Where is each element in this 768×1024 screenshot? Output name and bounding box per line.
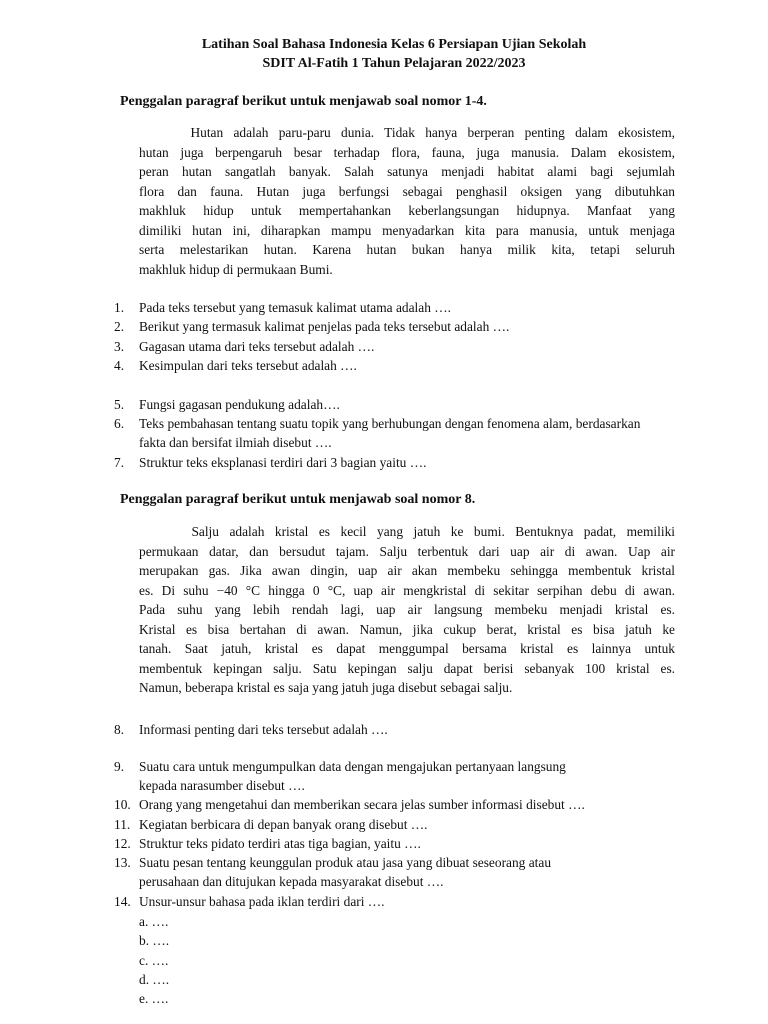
question-text: Informasi penting dari teks tersebut adalah …. bbox=[139, 722, 388, 737]
paragraph-line: permukaan datar, dan bersudut tajam. Salju terbentuk dari uap air di awan. Uap air bbox=[139, 543, 675, 559]
question-13 bbox=[114, 853, 551, 891]
paragraph-line: dimiliki hutan ini, diharapkan mampu menyadarkan kita para manusia, untuk menjaga bbox=[139, 222, 675, 238]
question-7 bbox=[114, 453, 426, 472]
paragraph-line: Kristal es bisa bertahan di awan. Namun, jika cukup berat, kristal es bisa jatuh ke bbox=[139, 621, 675, 637]
question-number: 9. bbox=[114, 759, 125, 774]
question-number: 8. bbox=[114, 722, 125, 737]
question-text: Unsur-unsur bahasa pada iklan terdiri dari …. bbox=[139, 894, 385, 909]
question-5 bbox=[114, 395, 340, 414]
question-text: Suatu cara untuk mengumpulkan data dengan mengajukan pertanyaan langsung bbox=[139, 759, 566, 774]
question-number: 5. bbox=[114, 397, 125, 412]
question-number: 6. bbox=[114, 416, 125, 431]
question-number: 12. bbox=[114, 836, 131, 851]
question-text: Pada teks tersebut yang temasuk kalimat utama adalah …. bbox=[139, 300, 451, 315]
paragraph-line: es. Di suhu −40 °C hingga 0 °C, uap air mengkristal di sekitar serpihan debu di awan. bbox=[139, 582, 675, 598]
answer-option-c: c. …. bbox=[139, 953, 169, 968]
question-text-continued: perusahaan dan ditujukan kepada masyarakat disebut …. bbox=[139, 874, 444, 889]
question-number: 13. bbox=[114, 855, 131, 870]
paragraph-line: hutan juga berpengaruh besar terhadap flora, fauna, juga manusia. Dalam ekosistem, bbox=[139, 144, 675, 160]
question-text-continued: fakta dan bersifat ilmiah disebut …. bbox=[139, 435, 332, 450]
answer-option-a: a. …. bbox=[139, 914, 169, 929]
snow-paragraph bbox=[139, 522, 675, 698]
question-number: 3. bbox=[114, 339, 125, 354]
section-2-heading: Penggalan paragraf berikut untuk menjawab soal nomor 8. bbox=[120, 492, 476, 507]
answer-option-e: e. …. bbox=[139, 991, 169, 1006]
question-number: 10. bbox=[114, 797, 131, 812]
question-8 bbox=[114, 720, 388, 739]
question-text: Kegiatan berbicara di depan banyak orang disebut …. bbox=[139, 817, 428, 832]
question-6 bbox=[114, 414, 640, 452]
question-number: 14. bbox=[114, 894, 131, 909]
question-text: Kesimpulan dari teks tersebut adalah …. bbox=[139, 358, 357, 373]
question-text: Gagasan utama dari teks tersebut adalah …. bbox=[139, 339, 375, 354]
paragraph-line: tanah. Saat jatuh, kristal es dapat menggumpal bersama kristal es lainnya untuk bbox=[139, 641, 675, 656]
question-11 bbox=[114, 815, 428, 834]
question-text: Teks pembahasan tentang suatu topik yang berhubungan dengan fenomena alam, berdasarkan bbox=[139, 416, 641, 431]
paragraph-line: makhluk hidup untuk mempertahankan keberlangsungan hidupnya. Manfaat yang bbox=[139, 203, 675, 218]
question-4 bbox=[114, 356, 357, 375]
answer-option-d: d. …. bbox=[139, 972, 170, 987]
paragraph-line: merupakan gas. Jika awan dingin, uap air akan membeku sehingga membentuk kristal bbox=[139, 563, 675, 578]
paragraph-line: Hutan adalah paru-paru dunia. Tidak hanya berperan penting dalam ekosistem, bbox=[139, 125, 675, 140]
question-text: Berikut yang termasuk kalimat penjelas pada teks tersebut adalah …. bbox=[139, 319, 510, 334]
question-text: Struktur teks eksplanasi terdiri dari 3 bagian yaitu …. bbox=[139, 455, 427, 470]
question-10 bbox=[114, 795, 585, 814]
question-number: 7. bbox=[114, 455, 125, 470]
answer-option-b: b. …. bbox=[139, 933, 170, 948]
question-number: 11. bbox=[114, 817, 131, 832]
paragraph-line: flora dan fauna. Hutan juga berfungsi sebagai penghasil oksigen yang dibutuhkan bbox=[139, 183, 675, 199]
document-title-line-2: SDIT Al-Fatih 1 Tahun Pelajaran 2022/2023 bbox=[262, 56, 526, 71]
question-12 bbox=[114, 834, 421, 853]
question-text: Fungsi gagasan pendukung adalah…. bbox=[139, 397, 340, 412]
document-title-line-1: Latihan Soal Bahasa Indonesia Kelas 6 Persiapan Ujian Sekolah bbox=[201, 37, 587, 52]
question-2 bbox=[114, 317, 509, 336]
paragraph-line: Salju adalah kristal es kecil yang jatuh ke bumi. Bentuknya padat, memiliki bbox=[139, 524, 675, 539]
paragraph-line: peran hutan sangatlah banyak. Salah satunya menjadi habitat alami bagi sejumlah bbox=[139, 164, 675, 179]
question-1 bbox=[114, 298, 451, 317]
question-text-continued: kepada narasumber disebut …. bbox=[139, 778, 305, 793]
question-text: Struktur teks pidato terdiri atas tiga bagian, yaitu …. bbox=[139, 836, 421, 851]
question-number: 4. bbox=[114, 358, 125, 373]
paragraph-line: Pada suhu yang lebih rendah lagi, uap air langsung membeku menjadi kristal es. bbox=[139, 602, 675, 617]
paragraph-line: Namun, beberapa kristal es saja yang jatuh juga disebut sebagai salju. bbox=[139, 680, 513, 695]
question-14 bbox=[114, 892, 385, 911]
question-3 bbox=[114, 337, 374, 356]
section-1-heading: Penggalan paragraf berikut untuk menjawab soal nomor 1-4. bbox=[120, 94, 487, 109]
question-text: Orang yang mengetahui dan memberikan secara jelas sumber informasi disebut …. bbox=[139, 797, 585, 812]
paragraph-line: makhluk hidup di permukaan Bumi. bbox=[139, 261, 333, 277]
question-9 bbox=[114, 757, 566, 795]
question-number: 1. bbox=[114, 300, 125, 315]
paragraph-line: membentuk kepingan salju. Satu kepingan salju dapat berisi sebanyak 100 kristal es. bbox=[139, 660, 675, 676]
question-number: 2. bbox=[114, 319, 125, 334]
forest-paragraph bbox=[139, 123, 675, 279]
question-text: Suatu pesan tentang keunggulan produk atau jasa yang dibuat seseorang atau bbox=[139, 855, 552, 870]
paragraph-line: serta melestarikan hutan. Karena hutan bukan hanya milik kita, tetapi seluruh bbox=[139, 242, 675, 257]
